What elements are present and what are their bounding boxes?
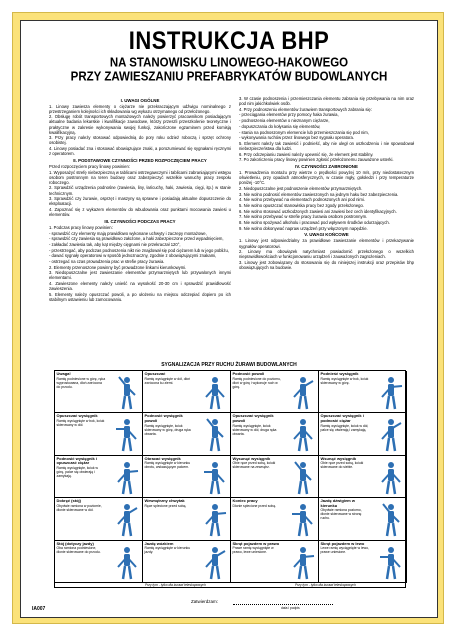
left-column <box>49 96 231 303</box>
page-subtitle-2: PRZY ZAWIESZANIU PREFABRYKATÓW BUDOWLANYCH <box>70 70 388 84</box>
signal-cell <box>55 456 143 498</box>
signal-figure-icon <box>115 545 139 581</box>
instruction-item: 9. Nie wolno dokonywać napraw urządzeń przy włączonym napędzie. <box>239 225 368 231</box>
instruction-item: 8. Nie wolno spożywać alkoholu i pracować pod wpływem środków odurzających. <box>239 220 390 226</box>
signal-name: Opuszczać wysięgnik <box>56 413 98 419</box>
signal-figure-icon <box>379 460 403 496</box>
instruction-item: - sprawdzić czy zawiesia są prawidłowo założone, a haki zabezpieczone przed wypadnięciem, <box>49 236 224 242</box>
instruction-item: 3. W czasie podnoszenia i przemieszczania elementu zabrania się przebywania na nim oraz pod nim jakichkolwiek osób. <box>239 96 414 107</box>
instruction-item: 3. Niedopuszczalne jest zawieszanie elementów przymarzniętych lub przywalonych innymi elementami. <box>49 270 231 281</box>
signal-name: Koniec pracy <box>232 498 258 504</box>
signal-cell <box>143 371 231 413</box>
instruction-item: 4. Zawieszone elementy należy unieść na wysokość 20-30 cm i sprawdzić prawidłowość zawieszenia. <box>49 281 231 292</box>
signal-name: Dokręć (stój) <box>56 498 81 504</box>
instruction-item: 1. Prowadzenia montażu przy wietrze o prędkości powyżej 10 m/s, przy niedostatecznym oświetleniu, przy opadach atmosferycznych, w czasie mgły, gołoledzi i przy temperaturze poniżej -10°C. <box>239 170 414 186</box>
instruction-item: 5. Elementy należy opuszczać powoli, a po ułożeniu na miejscu odczepiać dopiero po ich stabilnym ustawieniu lub zamocowaniu. <box>49 291 231 302</box>
instruction-item: - zakładać zawiesia tak, aby kąt między cięgnami nie przekraczał 120°, <box>49 241 181 247</box>
signal-name: Wysunąć wysięgnik <box>232 455 271 461</box>
signal-description: Ramię wyciągnięte w bok, kciuk skierowany w górę. <box>320 376 369 385</box>
signal-figure-icon <box>379 375 403 411</box>
signal-cell <box>319 498 407 540</box>
signal-figure-icon <box>291 545 315 581</box>
signal-description: Ramię wyciągnięte w kierunku jazdy. <box>144 546 191 555</box>
instruction-item: 2. Linowy ma obowiązek natychmiast powiadomić przełożonego o wszelkich nieprawidłowościach w funkcjonowaniu urządzeń i zauważonych zagrożeniach. <box>239 249 414 260</box>
signals-footnote-left: Przy tym - tylko dla żurawi teleskopowych <box>145 583 206 587</box>
section-heading: II. PODSTAWOWE CZYNNOŚCI PRZED ROZPOCZĘCIEM PRACY <box>73 157 207 163</box>
instruction-item: 3. Przy pracy należy stosować odpowiednią do pory roku odzież roboczą i sprzęt ochrony osobistej. <box>49 135 231 146</box>
signal-description: Obydwie ramiona poziomo, dłonie skierowane w stronę ruchu. <box>320 508 362 521</box>
instruction-sheet <box>20 20 438 618</box>
signal-description: Ramię wyciągnięte, kciuk w górę, palce się otwierają i zamykają. <box>56 465 98 478</box>
signal-figure-icon <box>203 545 227 581</box>
signals-title: SYGNALIZACJA PRZY RUCHU ŻURAWI BUDOWLANYCH <box>161 362 297 368</box>
signals-footnote-right: Przy tym - tylko dla żurawi teleskopowych <box>295 583 356 587</box>
instruction-item: 5. Element należy tak zawiesić i podnieść, aby nie uległ on uszkodzeniu i nie spowodował niebezpieczeństwa dla ludzi. <box>239 140 414 151</box>
signal-description: Oba ramiona podniesione, dłonie skierowane do przodu. <box>56 546 101 555</box>
instruction-item: Przed rozpoczęciem pracy linowy powinien: <box>49 163 130 169</box>
instruction-item: - przestrzegać, aby podczas podnoszenia nikt nie znajdował się pod ciężarem lub w jego pobliżu, <box>49 247 229 253</box>
signal-cell <box>319 371 407 413</box>
instruction-item: 2. Niedopuszczalne jest podnoszenie elementów przymarzniętych. <box>239 185 363 191</box>
signal-cell <box>231 371 319 413</box>
signal-description: Obydwie ramiona w poziomie, dłonie skierowane w dół. <box>56 503 102 512</box>
signal-name: Wsunąć wysięgnik <box>320 455 357 461</box>
instruction-item: 3. Nie wolno podnosić elementów zawieszonych na jednym haku bez zabezpieczenia. <box>239 191 399 197</box>
signal-figure-icon <box>115 375 139 411</box>
section-heading: V. UWAGI KOŃCOWE <box>304 232 349 238</box>
signal-figure-icon <box>379 545 403 581</box>
signal-figure-icon <box>115 417 139 453</box>
instruction-item: 5. Nie wolno opuszczać stanowiska pracy bez zgody przełożonego. <box>239 203 364 208</box>
instruction-item: 3. Linowy jest zobowiązany do stosowania się do niniejszej instrukcji oraz przepisów bhp obowiązujących na budowie. <box>239 260 414 271</box>
signal-name: Jazdę dźwigiem w kierunku <box>320 498 355 508</box>
signal-name: Podnieść wysięgnik <box>320 371 359 376</box>
signal-cell <box>319 413 407 455</box>
instruction-item: 4. Zapoznać się z wykazem elementów do wbudowania oraz punktami mocowania zawiesi u elementów. <box>49 207 231 218</box>
instruction-item: - ostrzegać na czas prowadzenia prac w strefie pracy żurawia. <box>49 258 165 264</box>
document-code: IA007 <box>32 606 46 612</box>
signal-figure-icon <box>379 502 403 538</box>
signal-name: Skręt pojazdem w lewo <box>320 540 365 546</box>
signal-description: Obie ręce przed sobą, kciuki skierowane na zewnątrz. <box>232 461 276 470</box>
signal-description: Ramię wyciągnięte, kciuk skierowany w górę, druga ręka otwarta. <box>144 423 191 436</box>
section-heading: III. CZYNNOŚCI PODCZAS PRACY <box>104 218 176 224</box>
signal-figure-icon <box>291 460 315 496</box>
signal-description: Ramię wyciągnięte, kciuk skierowany w dół, druga ręka otwarta. <box>232 423 277 436</box>
signal-name: Jazdę wózkiem <box>144 540 174 546</box>
instruction-item: 4. Linowy posiadać zna i stosować obowiązujące znaki, a porozumiewać się sygnałami ręcznymi z operatorem. <box>49 146 231 157</box>
signal-figure-icon <box>203 502 227 538</box>
signal-cell <box>231 456 319 498</box>
approved-label: Zatwierdzam: <box>191 599 219 604</box>
instruction-item: 6. Nie wolno stosować uszkodzonych zawiesi ani zawiesi bez cech identyfikacyjnych. <box>239 208 397 214</box>
signal-cell <box>319 456 407 498</box>
signal-description: Ramię podniesione do poziomu, dłoń w górę i wykonuje ruch w górę. <box>232 376 281 389</box>
signal-cell <box>231 541 319 583</box>
instruction-item: 2. Sprawdzić urządzenia podnośne (zawiesia, liny, łańcuchy, haki, zawiesia, cięgi, itp.) w stanie technicznym. <box>49 185 231 196</box>
instruction-item: 7. Nie wolno przebywać w strefie pracy żurawia osobom postronnym. <box>239 214 368 220</box>
instruction-item: 1. Wyposażyć strefę niebezpieczną w tablicami ostrzegawczymi i tablicami zabraniającymi wstępu osobom postronnym na teren budowy oraz zabezpieczyć wszelkie wanuchy pracy zespołu roboczego. <box>49 169 231 185</box>
signal-description: Ramię wyciągnięte w bok, kciuk skierowany w dół. <box>56 418 105 427</box>
signal-cell <box>143 456 231 498</box>
signal-description: Lewe ramię wyciągnięte w lewo, prawe uniesione. <box>320 546 369 555</box>
signal-description: Obie ręce przed sobą, kciuki skierowane do siebie. <box>320 461 364 470</box>
signals-grid <box>54 370 406 588</box>
instruction-item: - przeciągania elementów przy pomocy haka żurawia, <box>239 112 339 118</box>
signal-figure-icon <box>379 417 403 453</box>
instruction-item: - stania na podnoszonym elemencie lub przemieszczania się pod nim, <box>239 129 369 135</box>
instruction-item: 4. Przy podnoszeniu elementów żurawiem transportowych zabrania się: <box>239 106 372 112</box>
signal-name: Skręt pojazdem w prawo <box>232 540 280 546</box>
signal-description: Ramię wyciągnięte w dół, dłoń zwrócona ku ziemi. <box>144 376 191 385</box>
signal-name: Podnosić wysięgnik powoli <box>144 413 183 423</box>
signal-description: Ramię wyciągnięte w kierunku obrotu, wskazującym palcem. <box>144 461 191 470</box>
signal-figure-icon <box>115 460 139 496</box>
signal-cell <box>143 541 231 583</box>
signal-cell <box>231 498 319 540</box>
signal-name: Podnosić wysięgnik i opuszczać ciężar <box>56 455 97 466</box>
signal-figure-icon <box>115 502 139 538</box>
instruction-item: 2. Elementy przenoszone powinny być prowadzone linkami kierunkowymi. <box>49 264 187 270</box>
signal-figure-icon <box>291 502 315 538</box>
signal-figure-icon <box>291 417 315 453</box>
signature-caption: data i podpis <box>281 606 300 610</box>
instruction-item: 6. Przy odczepianiu zawiesi należy upewnić się, że element jest stabilny. <box>239 151 374 157</box>
section-heading: I. UWAGI OGÓLNE <box>120 97 160 103</box>
signal-figure-icon <box>203 460 227 496</box>
signal-description: Prawe ramię wyciągnięte w prawo, lewe uniesione. <box>232 546 274 555</box>
instruction-item: 7. Po zakończeniu pracy linowy powinien zgłosić przełożonemu zauważone usterki. <box>239 157 394 163</box>
signal-name: Opuszczać wysięgnik i podnosić ciężar <box>320 413 364 423</box>
signal-cell <box>231 413 319 455</box>
instruction-item: - dawać sygnały operatorowi w sposób jednoznaczny, zgodnie z obowiązującymi znakami, <box>49 253 217 259</box>
signal-description: Ramię podniesione w górę, ręka wyprostowana, dłoń zwrócona do przodu. <box>56 376 106 389</box>
signal-name: Wewnętrzny chwytak <box>144 498 185 504</box>
instruction-item: 2. Obsługę robót transportowych montażowych należy powierzyć pracownikom posiadającym aktualne badania lekarskie i kwalifikacje zawodowe, którzy przeszli przeszkolenie teoretyczne i praktyczne w zakresie wykonywania swojej funkcji, zakończone egzaminem przed komisją kwalifikacyjną. <box>49 114 231 135</box>
signal-description: Dłonie splecione przed sobą. <box>232 503 277 508</box>
poster-frame <box>12 12 444 624</box>
signal-figure-icon <box>203 375 227 411</box>
right-column <box>239 96 414 271</box>
signal-cell <box>55 371 143 413</box>
instruction-item: 1. Linowy zawiesza elementy o ciężarze nie przekraczającym udźwigu nominalnego z przestrzeganiem kolejności ich składowania wg wykazu otrzymanego od przełożonego. <box>49 103 231 114</box>
signature-line <box>233 604 333 605</box>
signal-figure-icon <box>203 417 227 453</box>
signal-cell <box>55 498 143 540</box>
signal-name: Opuszczać wysięgnik powoli <box>232 413 274 423</box>
signal-cell <box>55 541 143 583</box>
signal-cell <box>319 541 407 583</box>
instruction-item: - wykonywania ruchów przez linowego bez sygnału operatora. <box>239 135 354 141</box>
signal-name: Opuszczać <box>144 371 166 376</box>
instruction-item: - sprawdzić czy elementy mają prawidłowo wykonane uchwyty i zaczepy montażowe, <box>49 230 207 236</box>
instruction-item: - podnoszenia elementów o nieznanym ciężarze, <box>239 118 330 124</box>
signal-name: Podnosić powoli <box>232 371 265 376</box>
instruction-item: 1. Linowy jest odpowiedzialny za prawidłowe zawieszanie elementów i przekazywanie sygnałów operatorowi. <box>239 238 414 249</box>
signal-name: Uwaga! <box>56 371 71 376</box>
signal-cell <box>143 413 231 455</box>
page-title: INSTRUKCJA BHP <box>128 26 330 55</box>
instruction-item: - dopuszczania do kołysania się elementów, <box>239 123 321 129</box>
page-subtitle-1: NA STANOWISKU LINOWEGO-HAKOWEGO <box>109 56 349 70</box>
signal-description: Ręce splecione przed sobą. <box>144 503 187 508</box>
section-heading: IV. CZYNNOŚCI ZABRONIONE <box>295 163 358 169</box>
instruction-item: 4. Nie wolno przebywać na elementach podnoszonych ani pod nimi. <box>239 197 365 203</box>
signal-cell <box>55 413 143 455</box>
instruction-item: 3. Sprawdzić czy żurawie, osprzęt i maszyny są sprawne i posiadają aktualne dopuszczenie do eksploatacji. <box>49 196 231 207</box>
signal-figure-icon <box>291 375 315 411</box>
signal-description: Ramię wyciągnięte, kciuk w dół, palce się otwierają i zamykają. <box>320 423 369 432</box>
signal-cell <box>143 498 231 540</box>
signal-name: Stój (dotyczy jazdy) <box>56 540 94 546</box>
instruction-item: 1. Podczas pracy linowy powinien: <box>49 224 113 230</box>
signal-name: Obracać wysięgnik <box>144 455 181 461</box>
